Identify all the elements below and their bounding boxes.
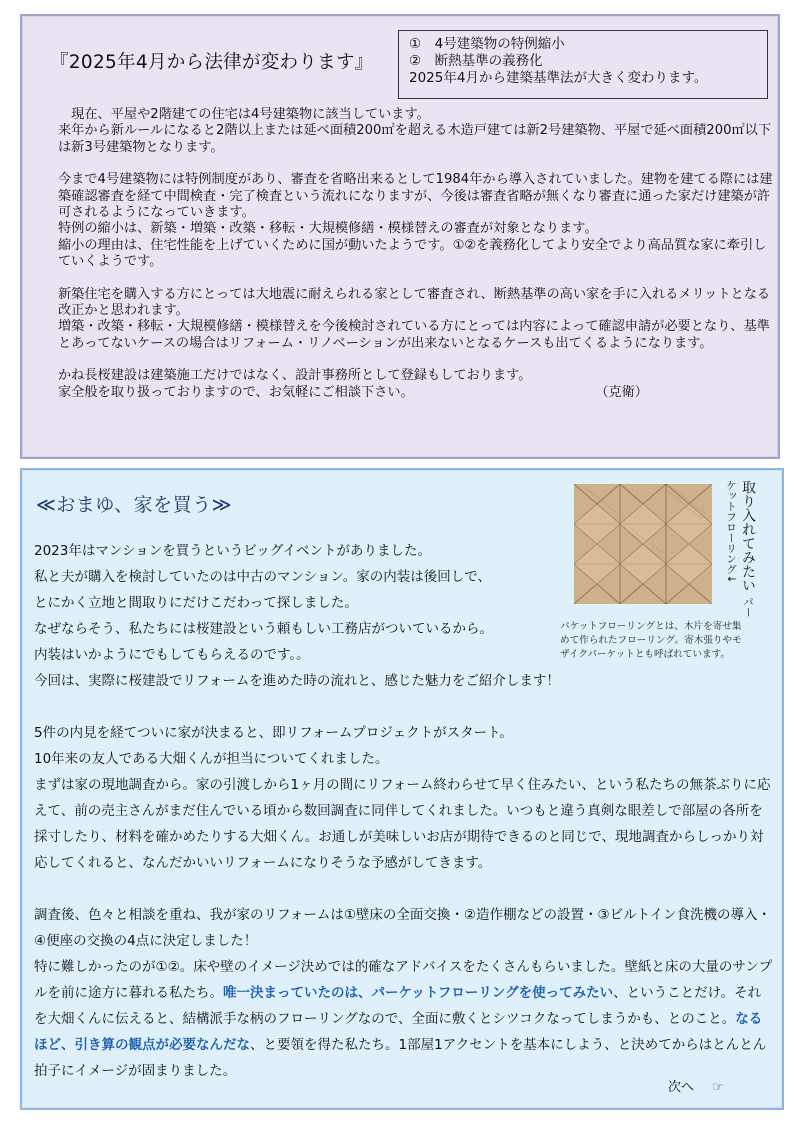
highlight-text: 唯一決まっていたのは、パーケットフローリングを使ってみたい	[223, 985, 614, 1001]
paragraph: まずは家の現地調査から。家の引渡しから1ヶ月の間にリフォーム終わらせて早く住みたい、という私たちの無茶ぶりに応えて、前の売主さんがまだ住んでいる頃から数回調査に同伴してくれました。いつもと違う真剣な眼差しで部屋の各所を採寸したり、材料を確かめたりする大畑くん。お通しが美味しいお店が期待できるのと同じで、現地調査からしっかり対応してくれると、なんだかいいリフォームになりそうな予感がしてきます。	[34, 777, 771, 871]
note-item: ① 4号建築物の特例縮小	[409, 36, 565, 52]
paragraph: 特例の縮小は、新築・増築・改築・移転・大規模修繕・模様替えの審査が対象となります。	[58, 221, 598, 237]
paragraph: とにかく立地と間取りにだけこだわって探しました。	[34, 595, 358, 611]
section1-body	[58, 107, 778, 401]
paragraph: 今回は、実際に桜建設でリフォームを進めた時の流れと、感じた魅力をご紹介します！	[34, 673, 560, 689]
text-segment: 、と要領を得た私たち。1部屋1アクセントを基本にしよう、と決めてからはとんとん拍子にイメージが固まりました。	[34, 1037, 767, 1079]
note-item: ② 断熱基準の義務化	[409, 53, 543, 69]
paragraph: 来年から新ルールになると2階以上または延べ面積200㎡を超える木造戸建ては新2号建築物、平屋で延べ面積200㎡以下は新3号建築物となります。	[58, 123, 772, 155]
paragraph	[58, 385, 778, 401]
section1-title: 『2025年4月から法律が変わります』	[50, 52, 374, 73]
paragraph: 今まで4号建築物には特例制度があり、審査を省略出来るとして1984年から導入されていました。建物を建てる際には建築確認審査を経て中間検査・完了検査という流れになりますが、今後は審査省略が無くなり審査に通った家だけ建築が許可されるようになっていきます。	[58, 172, 773, 221]
paragraph: 10年来の友人である大畑くんが担当についてくれました。	[34, 751, 389, 767]
pointing-hand-icon: ☞	[712, 1080, 724, 1095]
photo-caption: パケットフローリングとは、木片を寄せ集めて作られたフローリング。寄木張りやモザイクパーケットとも呼ばれています。	[560, 621, 742, 660]
paragraph: 縮小の理由は、住宅性能を上げていくために国が動いたようです。①②を義務化してより安全でより高品質な家に牽引していくようです。	[58, 237, 767, 270]
paragraph: かね長桜建設は建築施工だけではなく、設計事務所として登録もしております。	[58, 368, 532, 384]
text-segment: 特に難しかったのが①②。床や壁のイメージ決めでは的確なアドバイスをたくさんもらいました。壁紙と床の大量のサンプルを前に途方に暮れる私たち。	[34, 959, 773, 1001]
next-label: 次へ	[668, 1080, 695, 1095]
paragraph: 新築住宅を購入する方にとっては大地震に耐えられる家として審査され、断熱基準の高い家を手に入れるメリットとなる改正かと思われます。	[58, 286, 771, 319]
paragraph: 増築・改築・移転・大規模修繕・模様替えを今後検討されている方にとっては内容によって確認申請が必要となり、基準とあってないケースの場合はリフォーム・リノベーションが出来ないとなるケースも出てくるようになります。	[58, 319, 770, 351]
column-panel	[20, 468, 784, 1110]
paragraph: 現在、平屋や2階建ての住宅は4号建築物に該当しています。	[58, 107, 430, 122]
paragraph: 調査後、色々と相談を重ね、我が家のリフォームは①壁床の全面交換・②造作棚などの設置・③ビルトイン食洗機の導入・④便座の交換の4点に決定しました！	[34, 907, 771, 949]
paragraph: なぜならそう、私たちには桜建設という頼もしい工務店がついているから。	[34, 621, 493, 637]
law-change-panel	[20, 14, 780, 459]
notes-box	[398, 30, 768, 99]
paragraph-text: 家全般を取り扱っておりますので、お気軽にご相談下さい。	[58, 384, 414, 400]
highlight-text: なるほど、引き算の観点が必要なんだな	[34, 1011, 763, 1053]
text-segment: 、ということだけ。それを大畑くんに伝えると、結構派手な柄のフローリングなので、全面に敷くとシツコクなってしまうかも、とのこと。	[34, 985, 762, 1027]
paragraph: 2023年はマンションを買うというビッグイベントがありました。	[34, 543, 432, 559]
paragraph: 5件の内見を経てついに家が決まると、即リフォームプロジェクトがスタート。	[34, 725, 513, 741]
note-item: 2025年4月から建築基準法が大きく変わります。	[409, 70, 708, 86]
vertical-title: 取り入れてみたい	[740, 480, 756, 592]
paragraph	[34, 954, 774, 1084]
paragraph: 内装はいかようにでもしてもらえるのです。。	[34, 647, 310, 663]
next-page-link[interactable]	[668, 1076, 724, 1095]
signature: （克衛）	[595, 384, 648, 400]
paragraph: 私と夫が購入を検討していたのは中古のマンション。家の内装は後回しで、	[34, 569, 492, 585]
vertical-subtitle: パーケットフローリング↓	[725, 480, 754, 618]
section2-title: ≪おまゆ、家を買う≫	[36, 494, 233, 516]
section2-body	[34, 538, 774, 1084]
